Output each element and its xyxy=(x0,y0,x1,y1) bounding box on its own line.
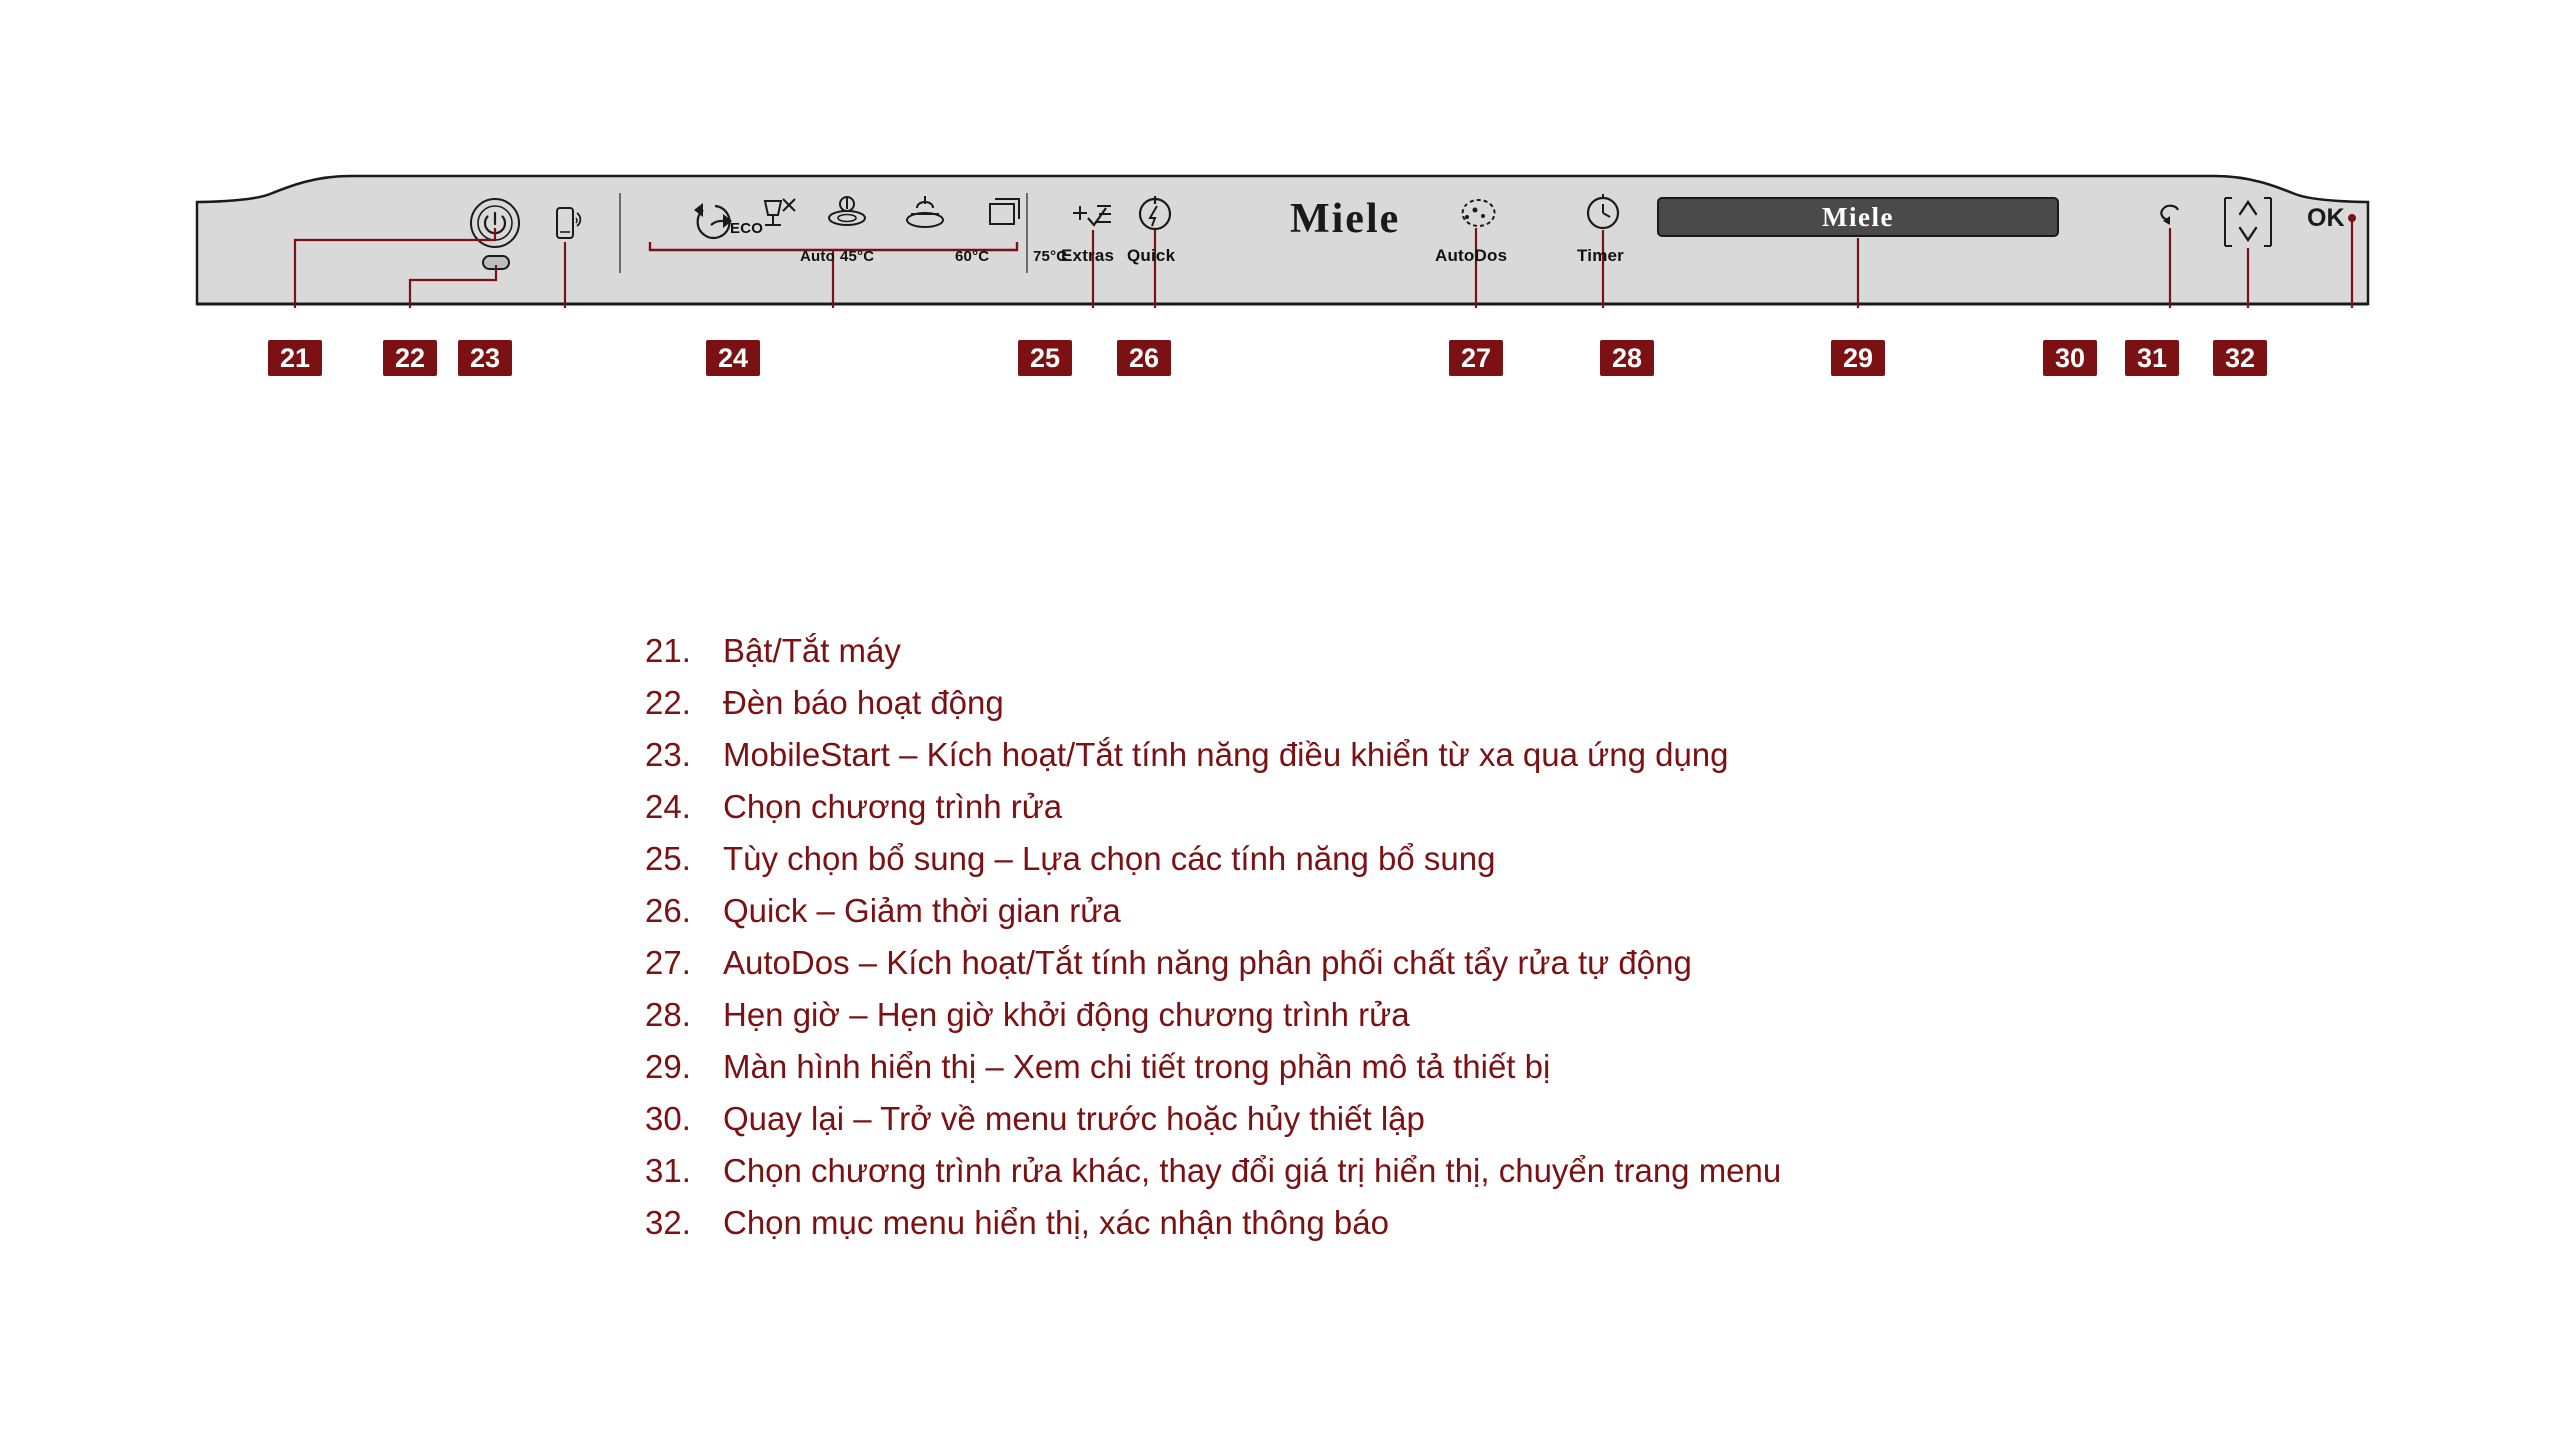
legend-number-23: 23. xyxy=(645,736,691,773)
legend-item-21 xyxy=(645,625,2345,677)
program-label-auto: Auto xyxy=(800,248,835,265)
legend-item-24 xyxy=(645,781,2345,833)
legend-number-21: 21. xyxy=(645,632,691,669)
ok-button[interactable]: OK xyxy=(2307,204,2345,232)
legend-text-28: Hẹn giờ – Hẹn giờ khởi động chương trình rửa xyxy=(723,996,1410,1033)
legend-text-23: MobileStart – Kích hoạt/Tắt tính năng điều khiển từ xa qua ứng dụng xyxy=(723,736,1729,773)
callout-24: 24 xyxy=(706,340,760,376)
callout-25: 25 xyxy=(1018,340,1072,376)
legend-number-25: 25. xyxy=(645,840,691,877)
control-panel-svg xyxy=(195,168,2370,308)
legend-text-30: Quay lại – Trở về menu trước hoặc hủy thiết lập xyxy=(723,1100,1425,1137)
display-brand-text: Miele xyxy=(1822,202,1894,232)
legend-text-32: Chọn mục menu hiển thị, xác nhận thông báo xyxy=(723,1204,1389,1241)
control-panel-illustration xyxy=(195,168,2370,308)
program-label-60c: 60°C xyxy=(955,248,990,265)
legend-text-26: Quick – Giảm thời gian rửa xyxy=(723,892,1121,929)
program-label-75c: 75°C xyxy=(1033,248,1068,265)
legend-number-26: 26. xyxy=(645,892,691,929)
legend-text-25: Tùy chọn bổ sung – Lựa chọn các tính năng bổ sung xyxy=(723,840,1496,877)
legend-item-29 xyxy=(645,1041,2345,1093)
legend-item-25 xyxy=(645,833,2345,885)
legend-text-21: Bật/Tắt máy xyxy=(723,632,901,669)
callout-29: 29 xyxy=(1831,340,1885,376)
callout-31: 31 xyxy=(2125,340,2179,376)
legend-item-22 xyxy=(645,677,2345,729)
legend-text-24: Chọn chương trình rửa xyxy=(723,788,1063,825)
timer-label: Timer xyxy=(1577,246,1624,265)
panel-body xyxy=(197,176,2368,304)
legend-number-28: 28. xyxy=(645,996,691,1033)
legend-list xyxy=(645,625,2345,1249)
legend-item-31 xyxy=(645,1145,2345,1197)
legend-number-22: 22. xyxy=(645,684,691,721)
callout-28: 28 xyxy=(1600,340,1654,376)
callout-22: 22 xyxy=(383,340,437,376)
legend-text-31: Chọn chương trình rửa khác, thay đổi giá trị hiển thị, chuyển trang menu xyxy=(723,1152,1782,1189)
legend-item-27 xyxy=(645,937,2345,989)
legend-text-27: AutoDos – Kích hoạt/Tắt tính năng phân phối chất tẩy rửa tự động xyxy=(723,944,1692,981)
legend-text-29: Màn hình hiển thị – Xem chi tiết trong phần mô tả thiết bị xyxy=(723,1048,1551,1085)
legend-number-29: 29. xyxy=(645,1048,691,1085)
callout-23: 23 xyxy=(458,340,512,376)
legend-item-28 xyxy=(645,989,2345,1041)
legend-number-30: 30. xyxy=(645,1100,691,1137)
legend-number-32: 32. xyxy=(645,1204,691,1241)
quick-label: Quick xyxy=(1127,246,1176,265)
autodos-label: AutoDos xyxy=(1435,246,1508,265)
callout-27: 27 xyxy=(1449,340,1503,376)
program-label-45c: 45°C xyxy=(840,248,875,265)
legend-number-24: 24. xyxy=(645,788,691,825)
callout-21: 21 xyxy=(268,340,322,376)
legend-text-22: Đèn báo hoạt động xyxy=(723,684,1004,721)
program-label-eco: ECO xyxy=(730,220,764,237)
callout-26: 26 xyxy=(1117,340,1171,376)
legend-number-27: 27. xyxy=(645,944,691,981)
legend-item-23 xyxy=(645,729,2345,781)
extras-label: Extras xyxy=(1061,246,1115,265)
legend-number-31: 31. xyxy=(645,1152,691,1189)
legend-item-30 xyxy=(645,1093,2345,1145)
legend-item-32 xyxy=(645,1197,2345,1249)
callout-32: 32 xyxy=(2213,340,2267,376)
legend-item-26 xyxy=(645,885,2345,937)
callout-30: 30 xyxy=(2043,340,2097,376)
brand-wordmark: Miele xyxy=(1290,196,1401,242)
